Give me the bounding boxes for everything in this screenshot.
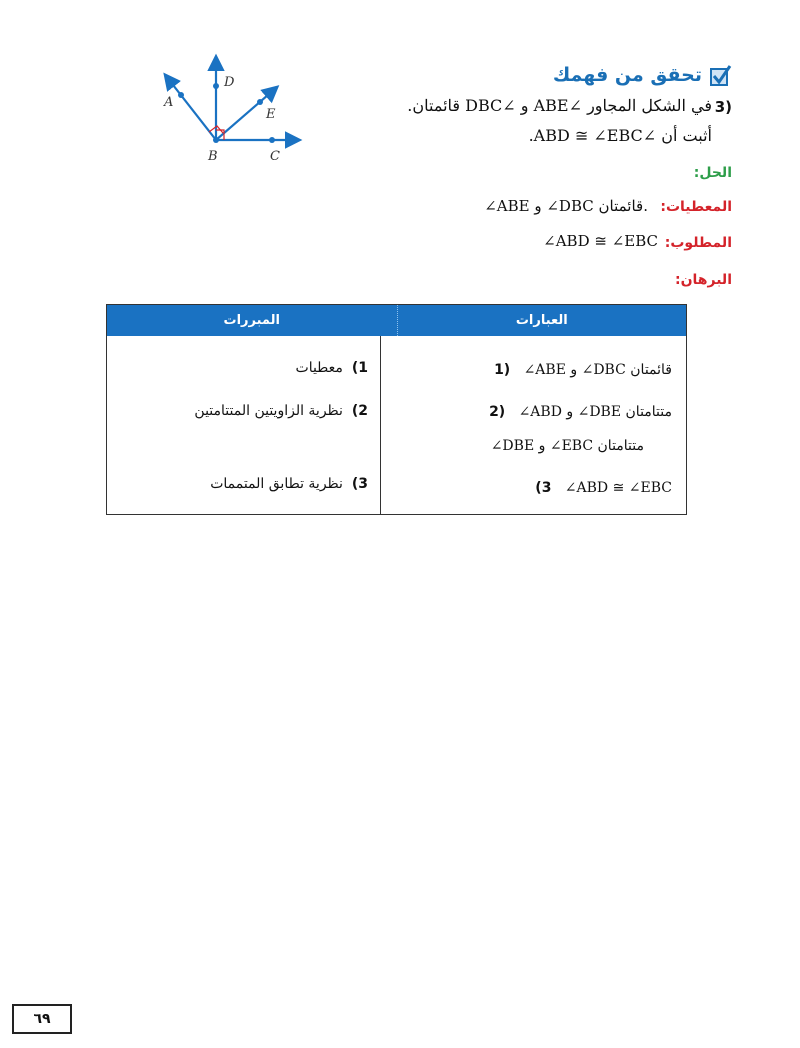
point-d [213,83,219,89]
statement-row [535,480,672,496]
label-c: C [270,149,280,164]
check-title: تحقق من فهمك [552,64,702,86]
reason-number: 3) [351,476,368,492]
reason-text: نظرية تطابق المتممات [210,476,343,492]
angle-diagram [160,52,310,168]
reason-number: 2) [351,403,368,419]
problem-number: 3) [714,98,732,116]
proof-table [106,304,687,515]
label-a: A [164,95,174,110]
header-reasons: المبررات [223,313,280,328]
label-e: E [266,107,276,122]
reason-row [296,360,368,376]
given-label: المعطيات: [660,199,732,215]
problem-statement: في الشكل المجاور ∠ABE و ∠DBC قائمتان. [407,96,712,115]
statement-number: (3 [535,480,552,496]
reason-text: معطيات [295,360,343,376]
label-b: B [208,149,218,164]
proof-label: البرهان: [675,272,732,288]
statement-number: 1) [494,362,511,378]
statement-row [494,362,672,378]
point-a [178,92,184,98]
table-header [107,305,686,336]
problem-prove: أثبت أن ∠ABD ≅ ∠EBC. [528,126,712,145]
given-text: ∠ABE و ∠DBC قائمتان. [484,197,648,215]
statement-row [491,438,644,454]
label-d: D [224,75,235,90]
statement-number: 2) [489,404,506,420]
ray-ba [166,76,216,140]
required-text: ∠ABD ≅ ∠EBC [543,232,658,250]
solution-label: الحل: [693,165,732,181]
required-label: المطلوب: [664,235,732,251]
point-e [257,99,263,105]
statement-text: ∠DBE و ∠EBC متتامتان [490,438,644,454]
statement-text: ∠ABD و ∠DBE متتامتان [518,404,672,420]
page-number: ٦٩ [12,1004,72,1034]
reason-row [194,403,368,419]
statement-row [489,404,672,420]
point-c [269,137,275,143]
point-b [213,137,219,143]
column-divider [380,336,381,514]
header-statements: العبارات [397,305,687,336]
check-header [553,60,732,90]
statement-text: ∠ABD ≅ ∠EBC [564,480,672,496]
statement-text: ∠ABE و ∠DBC قائمتان [523,362,672,378]
reason-text: نظرية الزاويتين المتتامتين [194,403,343,419]
checkbox-check-icon [710,64,732,86]
reason-number: 1) [351,360,368,376]
reason-row [210,476,368,492]
